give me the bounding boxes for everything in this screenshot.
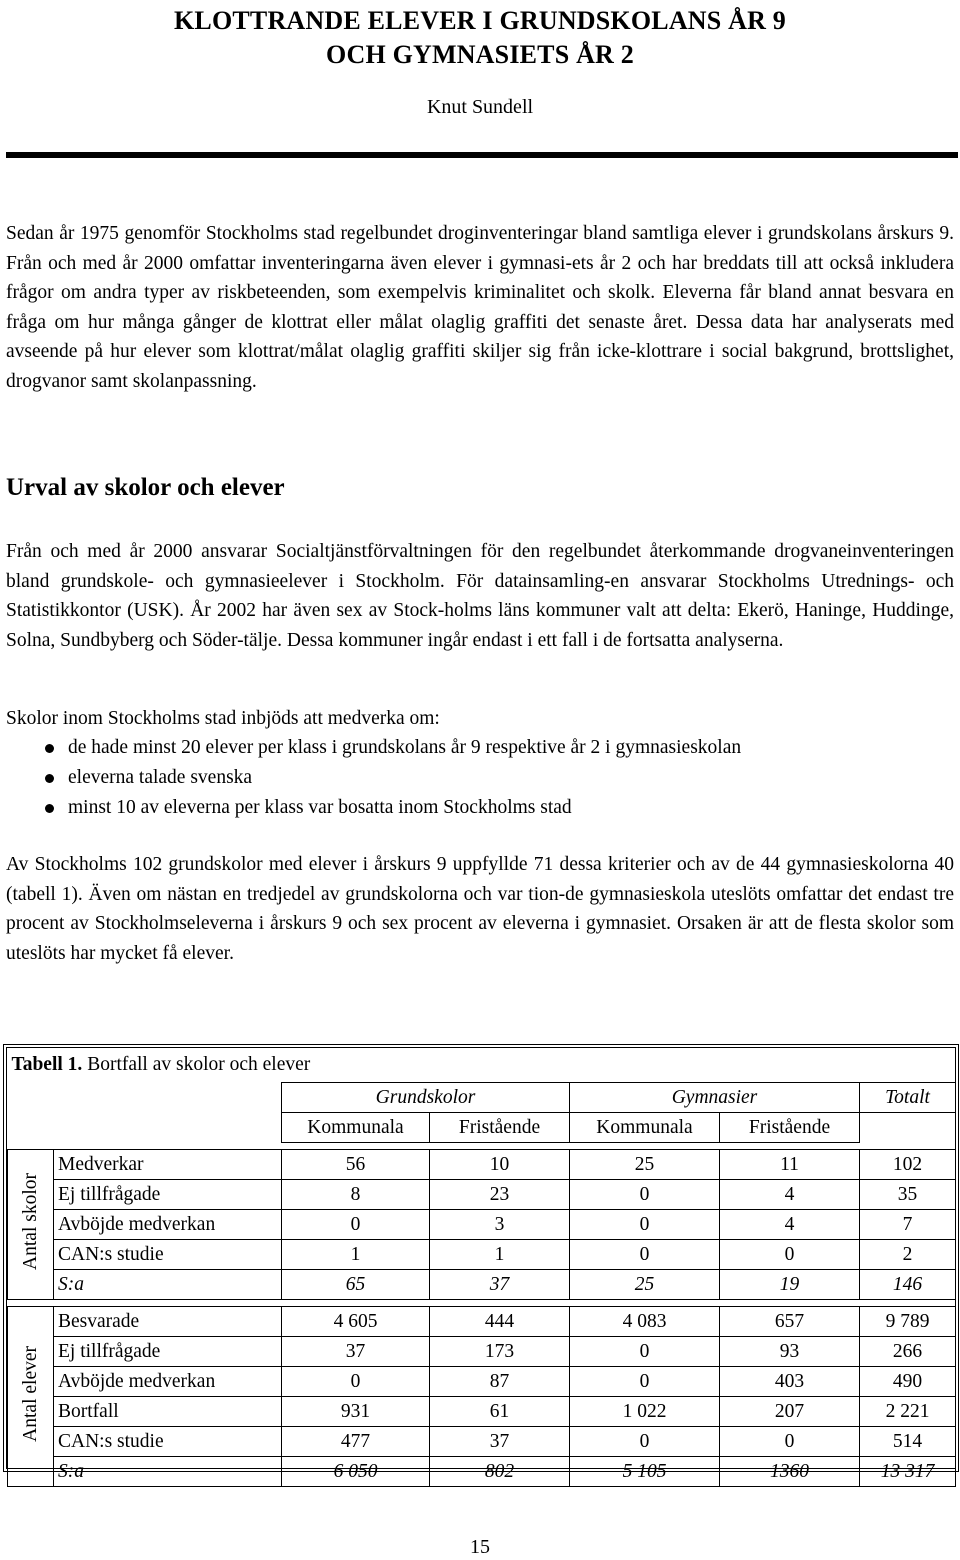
table-cell: 0	[282, 1367, 430, 1397]
table-row	[8, 1150, 956, 1180]
row-label: Besvarade	[54, 1307, 282, 1337]
criteria-list	[6, 733, 741, 823]
table-row	[8, 1367, 956, 1397]
author: Knut Sundell	[426, 96, 534, 118]
bullet-icon	[45, 774, 54, 783]
table-cell: 0	[570, 1427, 720, 1457]
row-label: Avböjde medverkan	[54, 1210, 282, 1240]
table-cell: 6 050	[282, 1457, 430, 1487]
row-label: S:a	[54, 1270, 282, 1300]
table-cell: 931	[282, 1397, 430, 1427]
row-label: Medverkar	[54, 1150, 282, 1180]
table-cell: 23	[430, 1180, 570, 1210]
section-heading: Urval av skolor och elever	[6, 474, 285, 501]
group-header-gymnasier: Gymnasier	[570, 1083, 860, 1113]
elever-section	[8, 1307, 956, 1487]
table-cell: 477	[282, 1427, 430, 1457]
table-cell: 61	[430, 1397, 570, 1427]
list-item: minst 10 av eleverna per klass var bosatta inom Stockholms stad	[6, 793, 741, 823]
table-cell: 25	[570, 1150, 720, 1180]
table-cell: 1	[282, 1240, 430, 1270]
table-row	[8, 1307, 956, 1337]
intro-paragraph: Sedan år 1975 genomför Stockholms stad regelbundet droginventeringar bland samtliga elever i grundskolans årskurs 9. Från och med år 2000 omfattar inventeringarna även elever i gymnasi-ets år 2 och har breddats till att också inkludera frågor om andra typer av riskbeteenden, som exempelvis kriminalitet och skolk. Eleverna får bland annat besvara en fråga om hur många gånger de klottrat eller målat olaglig graffiti det senaste året. Dessa data har analyserats med avseende på hur elever som klottrat/målat olaglig graffiti skiljer sig från icke-klottrare i social bakgrund, brottslighet, drogvanor samt skolanpassning.	[6, 223, 954, 392]
table-cell: 490	[860, 1367, 956, 1397]
table-cell: 11	[720, 1150, 860, 1180]
table-cell: 0	[720, 1240, 860, 1270]
table-cell: 4 083	[570, 1307, 720, 1337]
list-item: de hade minst 20 elever per klass i grundskolans år 9 respektive år 2 i gymnasieskolan	[6, 733, 741, 763]
table-cell: 0	[282, 1210, 430, 1240]
table-cell: 2 221	[860, 1397, 956, 1427]
table-cell: 93	[720, 1337, 860, 1367]
table-cell: 444	[430, 1307, 570, 1337]
table-cell: 1	[430, 1240, 570, 1270]
table-cell: 0	[570, 1367, 720, 1397]
row-label: Ej tillfrågade	[54, 1337, 282, 1367]
table-cell: 7	[860, 1210, 956, 1240]
table-cell: 56	[282, 1150, 430, 1180]
table-cell: 8	[282, 1180, 430, 1210]
table-cell: 0	[570, 1240, 720, 1270]
page-number: 15	[470, 1536, 490, 1558]
group-header-grundskolor: Grundskolor	[282, 1083, 570, 1113]
table-caption: Tabell 1. Bortfall av skolor och elever	[11, 1054, 311, 1075]
column-header: Kommunala	[570, 1113, 720, 1143]
table-row	[8, 1457, 956, 1487]
section-paragraph-2: Skolor inom Stockholms stad inbjöds att medverka om:	[6, 708, 440, 729]
table-cell: 37	[430, 1427, 570, 1457]
header-divider	[6, 152, 958, 158]
row-label: Ej tillfrågade	[54, 1180, 282, 1210]
table-row	[8, 1180, 956, 1210]
table-cell: 3	[430, 1210, 570, 1240]
table-cell: 207	[720, 1397, 860, 1427]
table-cell: 4	[720, 1180, 860, 1210]
table-row	[8, 1270, 956, 1300]
table-cell: 37	[430, 1270, 570, 1300]
table-cell: 87	[430, 1367, 570, 1397]
bullet-icon	[45, 744, 54, 753]
table-cell: 2	[860, 1240, 956, 1270]
table-row	[8, 1337, 956, 1367]
table-cell: 802	[430, 1457, 570, 1487]
row-label: S:a	[54, 1457, 282, 1487]
table-cell: 102	[860, 1150, 956, 1180]
row-group-label: Antal skolor	[8, 1150, 54, 1300]
table-cell: 514	[860, 1427, 956, 1457]
title-line-2: OCH GYMNASIETS ÅR 2	[326, 40, 634, 69]
table-cell: 173	[430, 1337, 570, 1367]
table-cell: 9 789	[860, 1307, 956, 1337]
table-cell: 403	[720, 1367, 860, 1397]
group-header-totalt: Totalt	[860, 1083, 956, 1113]
row-label: CAN:s studie	[54, 1427, 282, 1457]
table-cell: 266	[860, 1337, 956, 1367]
list-item: eleverna talade svenska	[6, 763, 741, 793]
table-row	[8, 1210, 956, 1240]
skolor-section	[8, 1150, 956, 1300]
bullet-icon	[45, 804, 54, 813]
table-cell: 0	[570, 1180, 720, 1210]
table-1	[6, 1047, 956, 1482]
document-title	[0, 4, 960, 72]
column-header: Fristående	[720, 1113, 860, 1143]
row-label: CAN:s studie	[54, 1240, 282, 1270]
section-paragraph-3: Av Stockholms 102 grundskolor med elever i årskurs 9 uppfyllde 71 dessa kriterier och av de 44 gymnasieskolorna 40 (tabell 1). Även om nästan en tredjedel av grundskolorna och var tion-de gymnasieskola uteslöts omfattar det endast tre procent av Stockholmseleverna i årskurs 9 och sex procent av eleverna i gymnasiet. Orsaken är att de flesta skolor som uteslöts har mycket få elever.	[6, 854, 954, 964]
row-label: Avböjde medverkan	[54, 1367, 282, 1397]
title-line-1: KLOTTRANDE ELEVER I GRUNDSKOLANS ÅR 9	[173, 6, 786, 35]
table-cell: 1 022	[570, 1397, 720, 1427]
table-row	[8, 1427, 956, 1457]
table-cell: 13 317	[860, 1457, 956, 1487]
table-cell: 0	[720, 1427, 860, 1457]
column-header: Kommunala	[282, 1113, 430, 1143]
section-paragraph-1: Från och med år 2000 ansvarar Socialtjänstförvaltningen för den regelbundet återkommande drogvaneinventeringen bland grundskole- och gymnasieelever i Stockholm. För datainsamling-en ansvarar Stockholms Utrednings- och Statistikkontor (USK). År 2002 har även sex av Stock-holms läns kommuner valt att delta: Ekerö, Haninge, Huddinge, Solna, Sundbyberg och Söder-tälje. Dessa kommuner ingår endast i ett fall i de fortsatta analyserna.	[6, 541, 954, 651]
table-cell: 0	[570, 1337, 720, 1367]
table-row	[8, 1240, 956, 1270]
table-cell: 25	[570, 1270, 720, 1300]
table-cell: 10	[430, 1150, 570, 1180]
column-header: Fristående	[430, 1113, 570, 1143]
table-cell: 5 105	[570, 1457, 720, 1487]
table-cell: 4	[720, 1210, 860, 1240]
table-cell: 4 605	[282, 1307, 430, 1337]
row-label: Bortfall	[54, 1397, 282, 1427]
table-cell: 19	[720, 1270, 860, 1300]
row-group-label: Antal elever	[8, 1307, 54, 1487]
table-cell: 37	[282, 1337, 430, 1367]
table-cell: 35	[860, 1180, 956, 1210]
table-cell: 65	[282, 1270, 430, 1300]
table-cell: 0	[570, 1210, 720, 1240]
table-cell: 657	[720, 1307, 860, 1337]
table-cell: 146	[860, 1270, 956, 1300]
bortfall-table	[7, 1048, 956, 1487]
table-cell: 1360	[720, 1457, 860, 1487]
table-row	[8, 1397, 956, 1427]
